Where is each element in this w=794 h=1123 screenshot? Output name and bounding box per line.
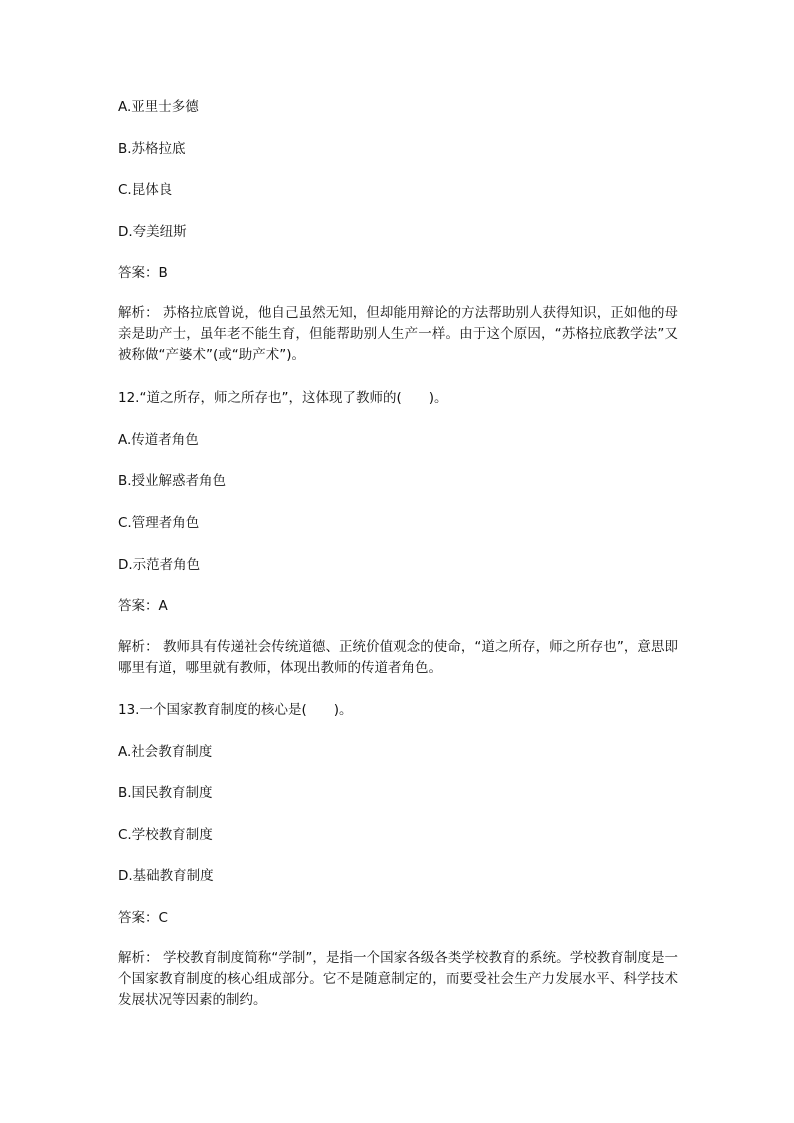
q13-analysis: 解析： 学校教育制度简称“学制”，是指一个国家各级各类学校教育的系统。学校教育制度是一个国家教育制度的核心组成部分。它不是随意制定的，而要受社会生产力发展水平、科学技术发展状况等因素的制约。 xyxy=(118,950,678,1008)
q13-question: 13.一个国家教育制度的核心是( )。 xyxy=(118,702,353,718)
q13-option-c: C.学校教育制度 xyxy=(118,827,213,843)
q13-option-d: D.基础教育制度 xyxy=(118,868,214,884)
q12-option-c: C.管理者角色 xyxy=(118,515,200,531)
q11-option-d: D.夸美纽斯 xyxy=(118,224,187,240)
q12-analysis: 解析： 教师具有传递社会传统道德、正统价值观念的使命，“道之所存，师之所存也”，意思即哪里有道，哪里就有教师，体现出教师的传道者角色。 xyxy=(118,639,678,676)
q13-option-b: B.国民教育制度 xyxy=(118,785,213,801)
q12-answer: 答案：A xyxy=(118,598,168,614)
q11-option-b: B.苏格拉底 xyxy=(118,141,186,157)
q13-option-a: A.社会教育制度 xyxy=(118,744,213,760)
q13-answer: 答案：C xyxy=(118,910,168,926)
q11-analysis: 解析： 苏格拉底曾说，他自己虽然无知，但却能用辩论的方法帮助别人获得知识，正如他的母亲是助产士，虽年老不能生育，但能帮助别人生产一样。由于这个原因，“苏格拉底教学法”又被称做“产婆术”(或“助产术”)。 xyxy=(118,305,678,363)
q11-option-a: A.亚里士多德 xyxy=(118,99,199,115)
q12-option-d: D.示范者角色 xyxy=(118,557,201,573)
q12-option-b: B.授业解惑者角色 xyxy=(118,473,227,489)
q12-option-a: A.传道者角色 xyxy=(118,432,199,448)
q12-question: 12.“道之所存，师之所存也”，这体现了教师的( )。 xyxy=(118,390,448,406)
q11-option-c: C.昆体良 xyxy=(118,182,173,198)
q11-answer: 答案：B xyxy=(118,265,168,281)
